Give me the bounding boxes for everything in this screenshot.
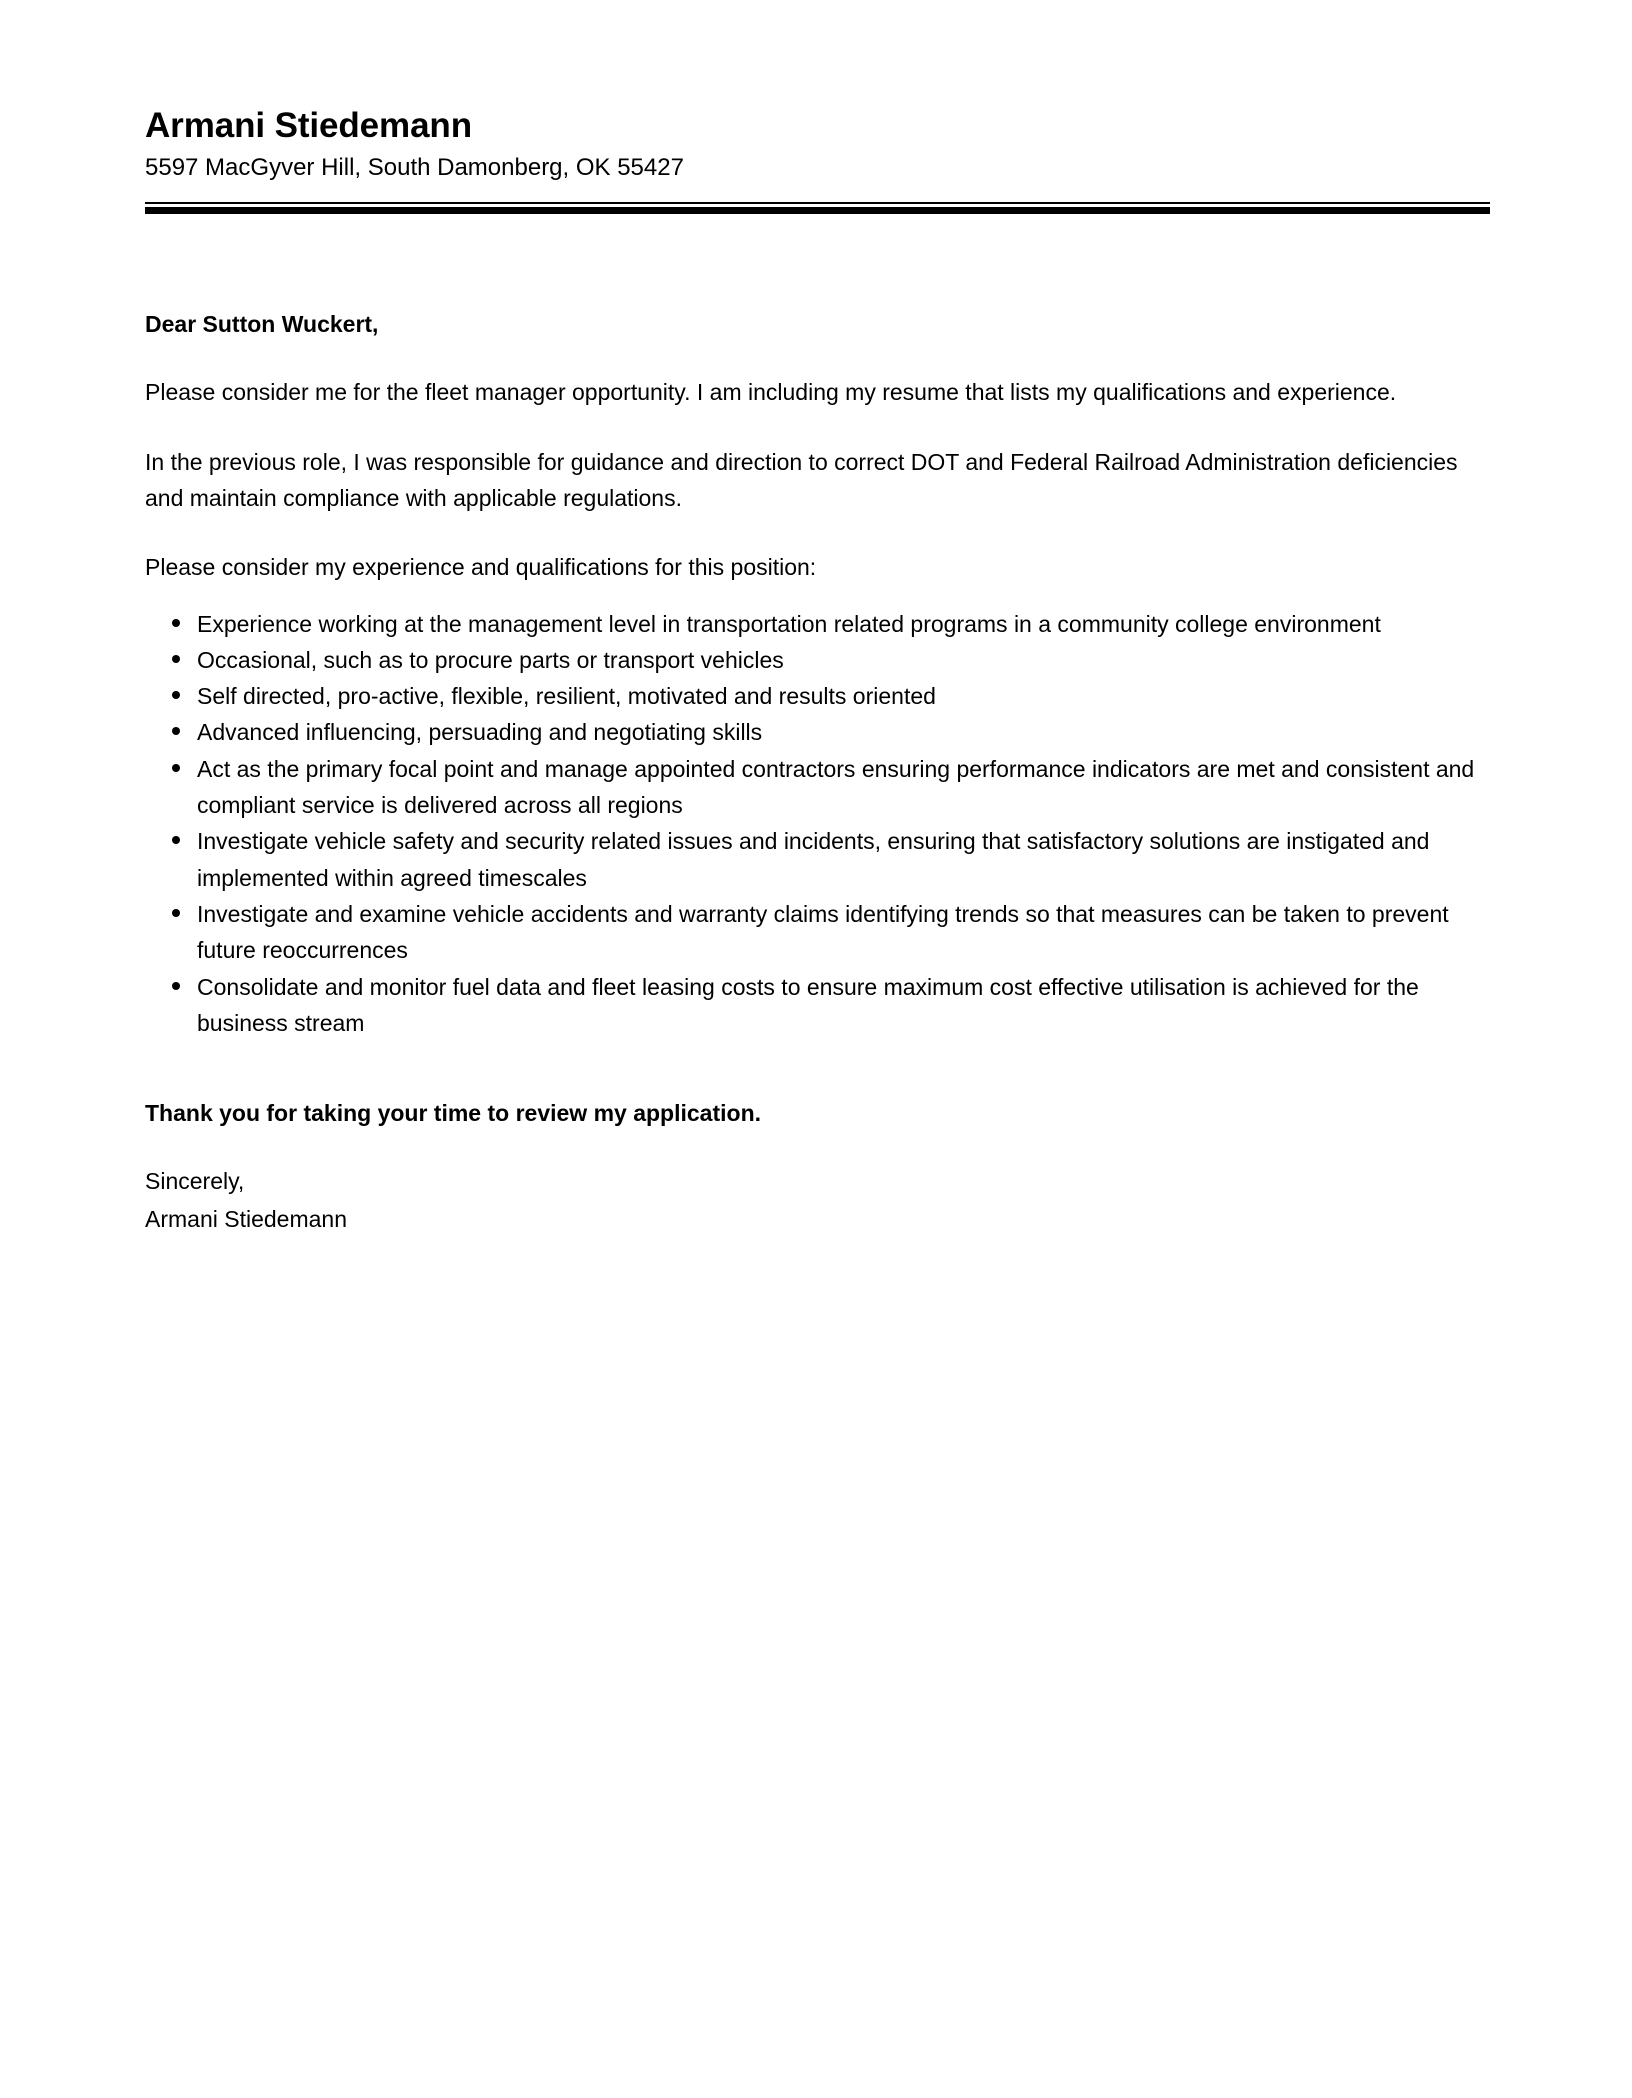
closing-valediction: Sincerely, <box>145 1167 245 1194</box>
list-item <box>145 896 1490 969</box>
letter-body <box>145 307 1490 1237</box>
letterhead <box>145 0 1490 185</box>
bullet-point-icon <box>172 836 180 844</box>
body-paragraph-1: Please consider me for the fleet manager opportunity. I am including my resume that lists my qualifications and experience. <box>145 379 1397 406</box>
list-item-text: Occasional, such as to procure parts or transport vehicles <box>197 646 784 673</box>
letter-sheet <box>145 0 1490 1237</box>
closing-signature: Armani Stiedemann <box>145 1206 347 1233</box>
closing-thanks: Thank you for taking your time to review my application. <box>145 1100 762 1127</box>
list-item <box>145 678 1490 714</box>
bullet-point-icon <box>172 691 180 699</box>
bullet-point-icon <box>172 909 180 917</box>
list-item <box>145 751 1490 824</box>
list-item <box>145 714 1490 750</box>
divider-thick-line <box>145 207 1490 214</box>
bullet-point-icon <box>172 619 180 627</box>
salutation: Dear Sutton Wuckert, <box>145 310 379 337</box>
list-item <box>145 606 1490 642</box>
list-item <box>145 642 1490 678</box>
list-item-text: Investigate vehicle safety and security related issues and incidents, ensuring that satisfactory solutions are instigated and implemented within agreed timescales <box>197 828 1430 891</box>
list-item-text: Experience working at the management level in transportation related programs in a community college environment <box>197 610 1381 637</box>
bullet-point-icon <box>172 982 180 990</box>
list-item-text: Act as the primary focal point and manage appointed contractors ensuring performance indicators are met and consistent and compliant service is delivered across all regions <box>197 755 1475 819</box>
header-divider <box>145 202 1490 214</box>
sender-name: Armani Stiedemann <box>145 106 472 145</box>
body-paragraph-3: Please consider my experience and qualifications for this position: <box>145 554 817 581</box>
body-paragraph-2: In the previous role, I was responsible for guidance and direction to correct DOT and Federal Railroad Administration deficiencies and maintain compliance with applicable regulations. <box>145 448 1458 511</box>
bullet-point-icon <box>172 655 180 663</box>
qualifications-list <box>145 606 1490 1042</box>
bullet-point-icon <box>172 727 180 735</box>
list-item-text: Advanced influencing, persuading and negotiating skills <box>197 719 763 746</box>
list-item-text: Consolidate and monitor fuel data and fleet leasing costs to ensure maximum cost effective utilisation is achieved for the business stream <box>197 973 1419 1037</box>
list-item <box>145 969 1490 1042</box>
list-item-text: Self directed, pro-active, flexible, resilient, motivated and results oriented <box>197 683 936 710</box>
list-item <box>145 823 1490 896</box>
sender-address: 5597 MacGyver Hill, South Damonberg, OK 55427 <box>145 154 684 182</box>
list-item-text: Investigate and examine vehicle accidents and warranty claims identifying trends so that measures can be taken to prevent future reoccurrences <box>197 901 1449 964</box>
bullet-point-icon <box>172 764 180 772</box>
